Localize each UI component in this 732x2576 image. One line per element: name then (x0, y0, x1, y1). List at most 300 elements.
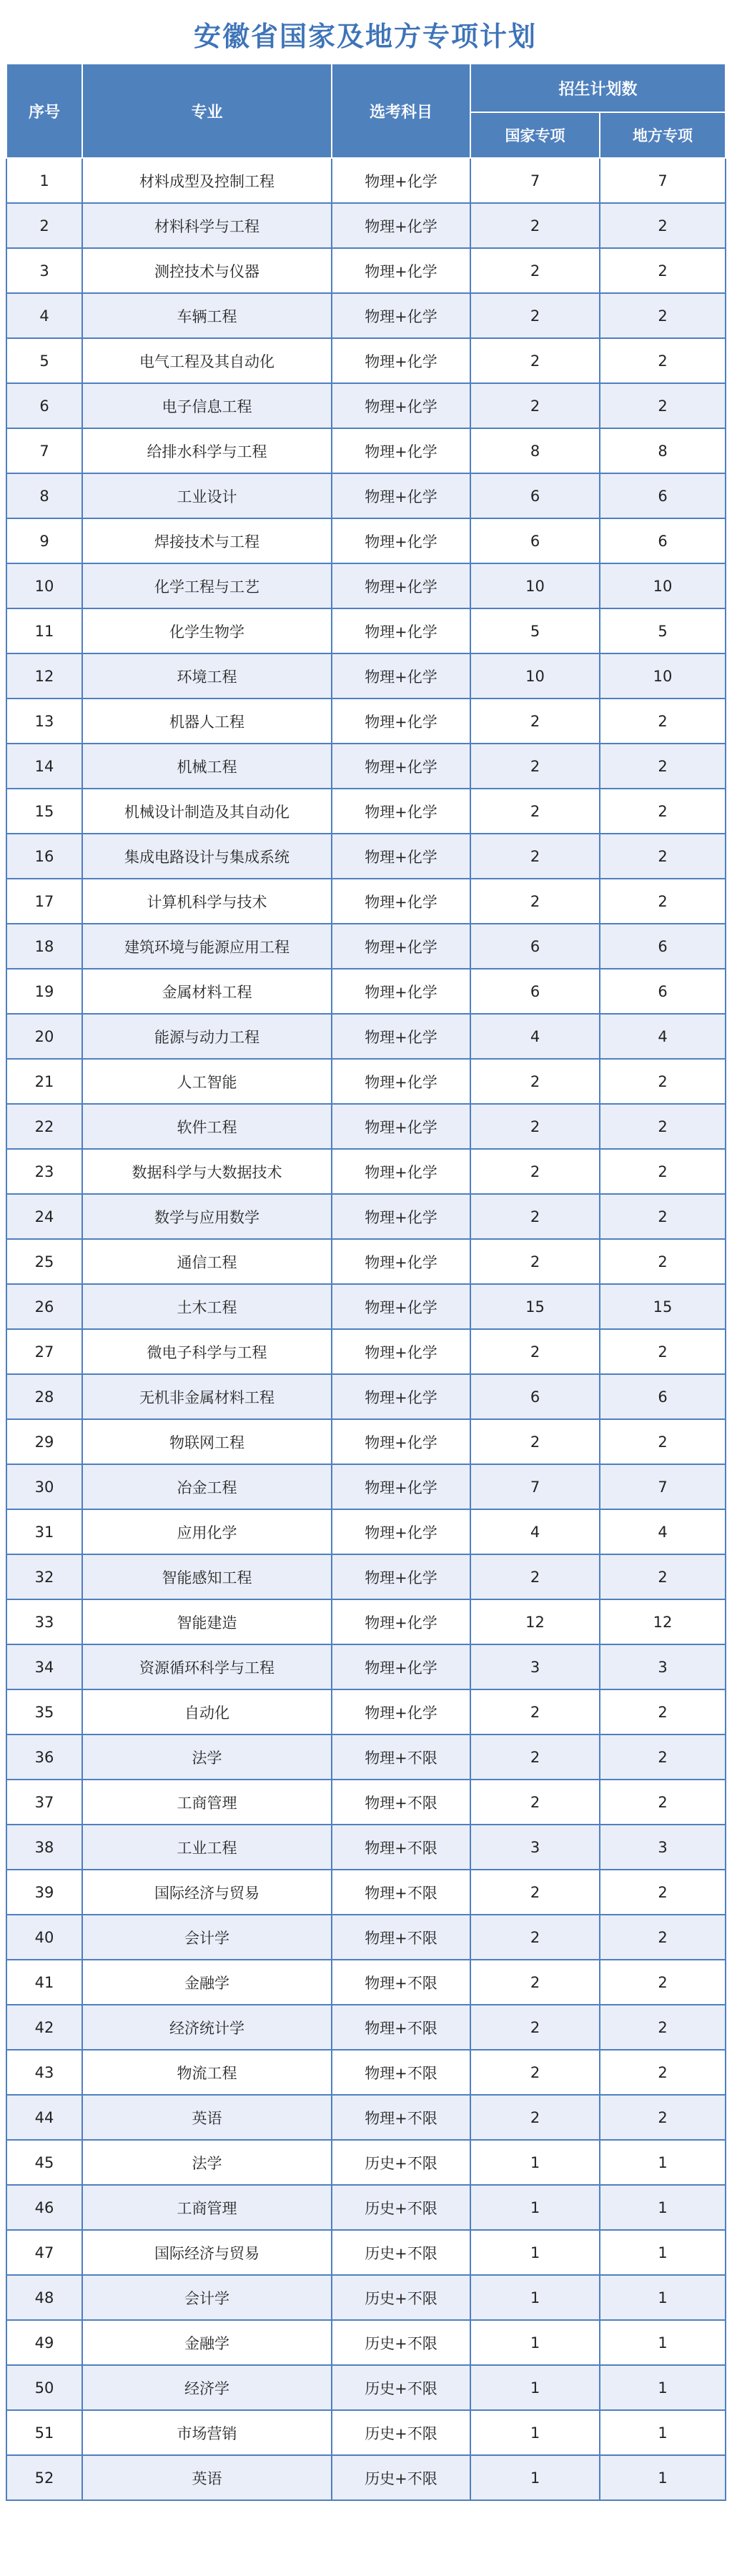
cell-national: 6 (470, 518, 600, 563)
cell-local: 2 (600, 879, 726, 924)
cell-major: 机械工程 (82, 744, 332, 789)
cell-no: 35 (6, 1689, 82, 1734)
cell-national: 1 (470, 2140, 600, 2185)
cell-no: 17 (6, 879, 82, 924)
cell-subjects: 物理+化学 (332, 1194, 470, 1239)
cell-no: 33 (6, 1599, 82, 1644)
cell-subjects: 历史+不限 (332, 2140, 470, 2185)
cell-no: 19 (6, 969, 82, 1014)
cell-no: 20 (6, 1014, 82, 1059)
cell-major: 经济学 (82, 2365, 332, 2410)
cell-no: 48 (6, 2275, 82, 2320)
cell-subjects: 物理+化学 (332, 383, 470, 428)
table-row (6, 2095, 726, 2140)
cell-major: 经济统计学 (82, 2005, 332, 2050)
cell-national: 1 (470, 2365, 600, 2410)
cell-national: 2 (470, 1870, 600, 1915)
cell-local: 1 (600, 2140, 726, 2185)
cell-national: 12 (470, 1599, 600, 1644)
table-row (6, 563, 726, 608)
cell-no: 51 (6, 2410, 82, 2455)
cell-no: 2 (6, 203, 82, 248)
table-row (6, 1689, 726, 1734)
table-row (6, 2320, 726, 2365)
cell-local: 6 (600, 518, 726, 563)
cell-national: 2 (470, 789, 600, 834)
table-row (6, 2005, 726, 2050)
cell-no: 39 (6, 1870, 82, 1915)
cell-no: 32 (6, 1554, 82, 1599)
table-row (6, 473, 726, 518)
cell-major: 国际经济与贸易 (82, 1870, 332, 1915)
cell-subjects: 物理+化学 (332, 1419, 470, 1464)
cell-major: 环境工程 (82, 653, 332, 699)
cell-no: 13 (6, 699, 82, 744)
cell-major: 金融学 (82, 1960, 332, 2005)
cell-subjects: 物理+化学 (332, 1689, 470, 1734)
cell-no: 16 (6, 834, 82, 879)
cell-subjects: 物理+化学 (332, 1329, 470, 1374)
cell-national: 1 (470, 2455, 600, 2500)
cell-major: 计算机科学与技术 (82, 879, 332, 924)
table-row (6, 1149, 726, 1194)
table-row (6, 518, 726, 563)
cell-major: 会计学 (82, 2275, 332, 2320)
cell-national: 2 (470, 2050, 600, 2095)
table-row (6, 879, 726, 924)
cell-local: 4 (600, 1014, 726, 1059)
table-row (6, 1734, 726, 1780)
cell-no: 49 (6, 2320, 82, 2365)
cell-subjects: 物理+化学 (332, 1014, 470, 1059)
cell-subjects: 历史+不限 (332, 2230, 470, 2275)
table-row (6, 1464, 726, 1509)
cell-national: 2 (470, 1104, 600, 1149)
cell-national: 2 (470, 1915, 600, 1960)
cell-local: 1 (600, 2455, 726, 2500)
table-header (6, 64, 726, 158)
table-row (6, 428, 726, 473)
header-local: 地方专项 (600, 112, 726, 158)
cell-local: 12 (600, 1599, 726, 1644)
cell-subjects: 历史+不限 (332, 2275, 470, 2320)
cell-major: 数据科学与大数据技术 (82, 1149, 332, 1194)
table-row (6, 744, 726, 789)
cell-no: 3 (6, 248, 82, 293)
cell-no: 46 (6, 2185, 82, 2230)
cell-subjects: 物理+化学 (332, 924, 470, 969)
cell-no: 6 (6, 383, 82, 428)
cell-national: 2 (470, 293, 600, 338)
table-row (6, 2140, 726, 2185)
cell-local: 1 (600, 2365, 726, 2410)
cell-local: 2 (600, 1554, 726, 1599)
cell-national: 2 (470, 1960, 600, 2005)
cell-major: 通信工程 (82, 1239, 332, 1284)
table-row (6, 1825, 726, 1870)
table-row (6, 2365, 726, 2410)
header-national: 国家专项 (470, 112, 600, 158)
cell-subjects: 物理+化学 (332, 699, 470, 744)
cell-major: 数学与应用数学 (82, 1194, 332, 1239)
cell-subjects: 物理+不限 (332, 2095, 470, 2140)
cell-subjects: 物理+不限 (332, 1960, 470, 2005)
cell-no: 9 (6, 518, 82, 563)
cell-local: 6 (600, 473, 726, 518)
cell-local: 2 (600, 1419, 726, 1464)
cell-local: 1 (600, 2230, 726, 2275)
table-row (6, 383, 726, 428)
cell-no: 5 (6, 338, 82, 383)
table-row (6, 1554, 726, 1599)
cell-major: 国际经济与贸易 (82, 2230, 332, 2275)
cell-national: 2 (470, 338, 600, 383)
cell-subjects: 物理+化学 (332, 879, 470, 924)
cell-no: 26 (6, 1284, 82, 1329)
cell-subjects: 物理+化学 (332, 1554, 470, 1599)
cell-national: 10 (470, 563, 600, 608)
page-title: 安徽省国家及地方专项计划 (6, 4, 725, 63)
cell-no: 10 (6, 563, 82, 608)
cell-subjects: 物理+化学 (332, 563, 470, 608)
cell-major: 焊接技术与工程 (82, 518, 332, 563)
cell-no: 18 (6, 924, 82, 969)
table-row (6, 789, 726, 834)
cell-subjects: 物理+化学 (332, 248, 470, 293)
cell-major: 化学生物学 (82, 608, 332, 653)
cell-national: 8 (470, 428, 600, 473)
cell-national: 2 (470, 1329, 600, 1374)
cell-no: 45 (6, 2140, 82, 2185)
cell-no: 15 (6, 789, 82, 834)
cell-subjects: 物理+化学 (332, 338, 470, 383)
cell-local: 2 (600, 1149, 726, 1194)
cell-no: 34 (6, 1644, 82, 1689)
cell-subjects: 物理+化学 (332, 1284, 470, 1329)
table-row (6, 699, 726, 744)
table-row (6, 1780, 726, 1825)
table-row (6, 1599, 726, 1644)
cell-local: 1 (600, 2275, 726, 2320)
cell-national: 2 (470, 834, 600, 879)
table-row (6, 1284, 726, 1329)
cell-no: 22 (6, 1104, 82, 1149)
table-row (6, 653, 726, 699)
cell-major: 应用化学 (82, 1509, 332, 1554)
cell-subjects: 物理+化学 (332, 1644, 470, 1689)
cell-local: 1 (600, 2185, 726, 2230)
table-row (6, 2050, 726, 2095)
cell-local: 2 (600, 2095, 726, 2140)
cell-local: 2 (600, 789, 726, 834)
table-row (6, 248, 726, 293)
cell-major: 给排水科学与工程 (82, 428, 332, 473)
cell-subjects: 历史+不限 (332, 2410, 470, 2455)
cell-subjects: 物理+不限 (332, 1825, 470, 1870)
table-row (6, 158, 726, 203)
cell-major: 软件工程 (82, 1104, 332, 1149)
cell-no: 11 (6, 608, 82, 653)
cell-major: 集成电路设计与集成系统 (82, 834, 332, 879)
cell-local: 2 (600, 1689, 726, 1734)
cell-local: 6 (600, 1374, 726, 1419)
cell-major: 化学工程与工艺 (82, 563, 332, 608)
cell-national: 4 (470, 1014, 600, 1059)
cell-subjects: 物理+化学 (332, 1149, 470, 1194)
table-row (6, 1194, 726, 1239)
cell-national: 1 (470, 2320, 600, 2365)
cell-major: 英语 (82, 2095, 332, 2140)
cell-subjects: 物理+化学 (332, 1599, 470, 1644)
cell-no: 40 (6, 1915, 82, 1960)
cell-local: 2 (600, 2050, 726, 2095)
cell-national: 2 (470, 744, 600, 789)
cell-local: 10 (600, 653, 726, 699)
cell-no: 8 (6, 473, 82, 518)
cell-no: 4 (6, 293, 82, 338)
cell-no: 14 (6, 744, 82, 789)
cell-subjects: 物理+化学 (332, 203, 470, 248)
table-row (6, 1104, 726, 1149)
cell-national: 2 (470, 2005, 600, 2050)
cell-national: 7 (470, 1464, 600, 1509)
cell-national: 1 (470, 2230, 600, 2275)
cell-no: 50 (6, 2365, 82, 2410)
table-row (6, 338, 726, 383)
cell-local: 2 (600, 1915, 726, 1960)
cell-local: 3 (600, 1825, 726, 1870)
cell-national: 1 (470, 2410, 600, 2455)
cell-national: 4 (470, 1509, 600, 1554)
cell-subjects: 物理+化学 (332, 1374, 470, 1419)
cell-subjects: 物理+不限 (332, 1915, 470, 1960)
table-row (6, 608, 726, 653)
cell-national: 6 (470, 924, 600, 969)
cell-national: 10 (470, 653, 600, 699)
table-row (6, 203, 726, 248)
cell-subjects: 物理+化学 (332, 969, 470, 1014)
cell-subjects: 物理+不限 (332, 1734, 470, 1780)
cell-major: 材料成型及控制工程 (82, 158, 332, 203)
cell-local: 2 (600, 834, 726, 879)
cell-subjects: 物理+不限 (332, 2005, 470, 2050)
cell-national: 3 (470, 1644, 600, 1689)
cell-local: 1 (600, 2410, 726, 2455)
cell-subjects: 物理+化学 (332, 1059, 470, 1104)
table-row (6, 1960, 726, 2005)
cell-major: 测控技术与仪器 (82, 248, 332, 293)
cell-major: 物流工程 (82, 2050, 332, 2095)
cell-major: 资源循环科学与工程 (82, 1644, 332, 1689)
cell-national: 2 (470, 1554, 600, 1599)
table-row (6, 834, 726, 879)
cell-no: 28 (6, 1374, 82, 1419)
cell-local: 2 (600, 1239, 726, 1284)
cell-national: 7 (470, 158, 600, 203)
table-row (6, 1374, 726, 1419)
table-row (6, 2185, 726, 2230)
header-no: 序号 (6, 64, 82, 158)
cell-national: 2 (470, 699, 600, 744)
cell-no: 52 (6, 2455, 82, 2500)
table-row (6, 1014, 726, 1059)
cell-national: 6 (470, 473, 600, 518)
cell-major: 智能建造 (82, 1599, 332, 1644)
cell-subjects: 物理+化学 (332, 158, 470, 203)
cell-major: 工商管理 (82, 2185, 332, 2230)
cell-major: 英语 (82, 2455, 332, 2500)
table-row (6, 1915, 726, 1960)
table-row (6, 2275, 726, 2320)
cell-local: 2 (600, 2005, 726, 2050)
cell-national: 2 (470, 383, 600, 428)
cell-major: 法学 (82, 1734, 332, 1780)
cell-major: 工业工程 (82, 1825, 332, 1870)
cell-major: 工业设计 (82, 473, 332, 518)
cell-national: 2 (470, 1419, 600, 1464)
cell-no: 31 (6, 1509, 82, 1554)
cell-national: 2 (470, 1689, 600, 1734)
cell-major: 自动化 (82, 1689, 332, 1734)
cell-national: 2 (470, 203, 600, 248)
cell-subjects: 物理+不限 (332, 2050, 470, 2095)
cell-local: 2 (600, 1329, 726, 1374)
cell-local: 15 (600, 1284, 726, 1329)
table-row (6, 2410, 726, 2455)
cell-subjects: 物理+化学 (332, 1509, 470, 1554)
cell-local: 10 (600, 563, 726, 608)
cell-local: 6 (600, 924, 726, 969)
cell-no: 38 (6, 1825, 82, 1870)
cell-no: 44 (6, 2095, 82, 2140)
cell-no: 1 (6, 158, 82, 203)
cell-major: 智能感知工程 (82, 1554, 332, 1599)
cell-subjects: 物理+化学 (332, 608, 470, 653)
cell-subjects: 物理+化学 (332, 744, 470, 789)
cell-local: 6 (600, 969, 726, 1014)
table-row (6, 1239, 726, 1284)
cell-major: 微电子科学与工程 (82, 1329, 332, 1374)
cell-local: 2 (600, 744, 726, 789)
cell-national: 2 (470, 1734, 600, 1780)
cell-subjects: 物理+化学 (332, 834, 470, 879)
table-row (6, 969, 726, 1014)
cell-local: 2 (600, 248, 726, 293)
cell-subjects: 历史+不限 (332, 2320, 470, 2365)
header-major: 专业 (82, 64, 332, 158)
cell-subjects: 历史+不限 (332, 2185, 470, 2230)
cell-national: 2 (470, 1149, 600, 1194)
cell-major: 土木工程 (82, 1284, 332, 1329)
cell-subjects: 物理+化学 (332, 1239, 470, 1284)
cell-major: 金融学 (82, 2320, 332, 2365)
cell-no: 7 (6, 428, 82, 473)
table-row (6, 1870, 726, 1915)
cell-major: 能源与动力工程 (82, 1014, 332, 1059)
cell-major: 金属材料工程 (82, 969, 332, 1014)
cell-national: 2 (470, 1239, 600, 1284)
enrollment-plan-table (6, 63, 726, 2501)
cell-major: 会计学 (82, 1915, 332, 1960)
cell-local: 4 (600, 1509, 726, 1554)
cell-no: 24 (6, 1194, 82, 1239)
cell-national: 6 (470, 1374, 600, 1419)
cell-no: 27 (6, 1329, 82, 1374)
table-row (6, 1644, 726, 1689)
cell-subjects: 物理+化学 (332, 789, 470, 834)
table-row (6, 924, 726, 969)
cell-national: 2 (470, 1059, 600, 1104)
table-row (6, 1419, 726, 1464)
cell-national: 3 (470, 1825, 600, 1870)
cell-local: 8 (600, 428, 726, 473)
cell-local: 3 (600, 1644, 726, 1689)
table-row (6, 293, 726, 338)
cell-local: 2 (600, 1960, 726, 2005)
table-row (6, 1509, 726, 1554)
cell-national: 2 (470, 2095, 600, 2140)
cell-major: 无机非金属材料工程 (82, 1374, 332, 1419)
cell-national: 15 (470, 1284, 600, 1329)
cell-local: 2 (600, 1780, 726, 1825)
cell-local: 2 (600, 203, 726, 248)
cell-no: 30 (6, 1464, 82, 1509)
cell-major: 市场营销 (82, 2410, 332, 2455)
cell-no: 23 (6, 1149, 82, 1194)
cell-no: 47 (6, 2230, 82, 2275)
cell-local: 2 (600, 699, 726, 744)
cell-major: 电子信息工程 (82, 383, 332, 428)
cell-subjects: 物理+不限 (332, 1870, 470, 1915)
cell-national: 6 (470, 969, 600, 1014)
cell-subjects: 物理+化学 (332, 1104, 470, 1149)
cell-subjects: 物理+化学 (332, 518, 470, 563)
cell-major: 电气工程及其自动化 (82, 338, 332, 383)
cell-national: 5 (470, 608, 600, 653)
cell-local: 2 (600, 1104, 726, 1149)
cell-no: 29 (6, 1419, 82, 1464)
cell-local: 7 (600, 158, 726, 203)
cell-no: 41 (6, 1960, 82, 2005)
cell-major: 材料科学与工程 (82, 203, 332, 248)
cell-local: 2 (600, 1059, 726, 1104)
cell-no: 42 (6, 2005, 82, 2050)
cell-local: 7 (600, 1464, 726, 1509)
cell-subjects: 物理+化学 (332, 473, 470, 518)
table-row (6, 1329, 726, 1374)
cell-no: 37 (6, 1780, 82, 1825)
cell-national: 2 (470, 879, 600, 924)
cell-local: 2 (600, 338, 726, 383)
cell-local: 5 (600, 608, 726, 653)
cell-national: 2 (470, 1194, 600, 1239)
cell-no: 36 (6, 1734, 82, 1780)
header-subjects: 选考科目 (332, 64, 470, 158)
cell-no: 21 (6, 1059, 82, 1104)
cell-local: 2 (600, 1870, 726, 1915)
cell-national: 1 (470, 2185, 600, 2230)
cell-no: 25 (6, 1239, 82, 1284)
table-row (6, 1059, 726, 1104)
cell-major: 人工智能 (82, 1059, 332, 1104)
cell-no: 43 (6, 2050, 82, 2095)
table-row (6, 2230, 726, 2275)
cell-major: 工商管理 (82, 1780, 332, 1825)
cell-subjects: 物理+不限 (332, 1780, 470, 1825)
cell-major: 建筑环境与能源应用工程 (82, 924, 332, 969)
cell-subjects: 历史+不限 (332, 2365, 470, 2410)
cell-local: 1 (600, 2320, 726, 2365)
